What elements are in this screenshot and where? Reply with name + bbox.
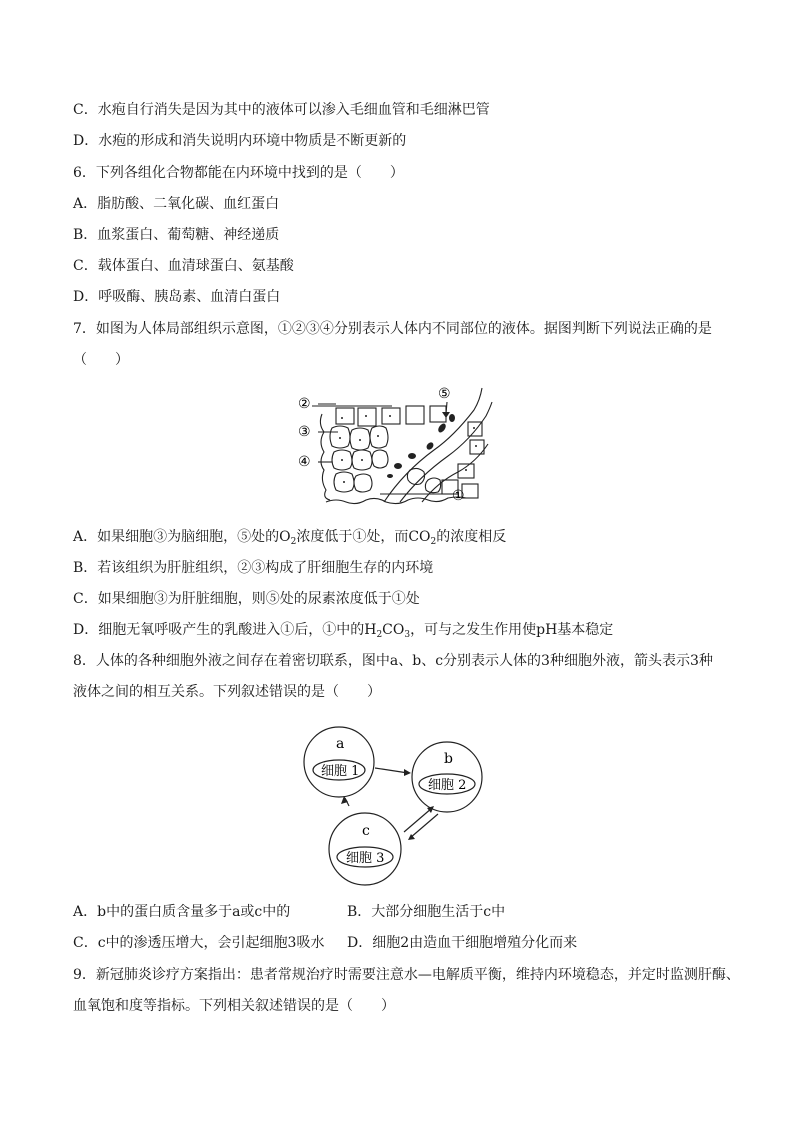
label-b: b [444,751,453,767]
q7-option-d: D．细胞无氧呼吸产生的乳酸进入①后，①中的$H_2CO_3$，可与之发生作用使pH基本稳定 [73,622,614,640]
q7-option-c: C．如果细胞③为肝脏细胞，则⑤处的尿素浓度低于①处 [73,591,420,607]
q6-stem: 6．下列各组化合物都能在内环境中找到的是（ ） [73,165,404,181]
fluid-relation-svg [300,718,492,888]
q8-stem-line2: 液体之间的相互关系。下列叙述错误的是（ ） [73,684,381,700]
q8-option-d: D．细胞2由造血干细胞增殖分化而来 [347,935,578,951]
q9-stem-line1: 9．新冠肺炎诊疗方案指出：患者常规治疗时需要注意水—电解质平衡，维持内环境稳态，并定时监测肝酶、 [73,967,740,983]
label-cell3: 细胞 3 [346,851,385,866]
q8-option-b: B．大部分细胞生活于c中 [347,904,506,920]
label-cell2: 细胞 2 [428,778,467,793]
q6-option-c: C．载体蛋白、血清球蛋白、氨基酸 [73,258,294,274]
label-a: a [336,736,345,752]
fluid-relation-diagram [300,718,492,888]
tissue-diagram [292,384,496,512]
label-cell1: 细胞 1 [321,764,360,779]
q7-option-a: A．如果细胞③为脑细胞，⑤处的$O_2$浓度低于①处，而$CO_2$的浓度相反 [73,529,507,547]
label-3: ③ [298,424,311,440]
label-5: ⑤ [438,386,451,402]
q5-option-d: D．水疱的形成和消失说明内环境中物质是不断更新的 [73,133,407,149]
q8-stem-line1: 8．人体的各种细胞外液之间存在着密切联系，图中a、b、c分别表示人体的3种细胞外液，箭头表示3种 [73,653,713,669]
arrow-a-to-b [375,768,408,773]
label-4: ④ [298,454,311,470]
label-c: c [362,823,370,839]
label-2: ② [298,396,311,412]
tissue-diagram-svg [292,384,496,512]
arrow-c-to-b [404,808,432,832]
q7-stem-line2: （ ） [73,352,129,368]
q6-option-d: D．呼吸酶、胰岛素、血清白蛋白 [73,289,281,305]
q7-stem-line1: 7．如图为人体局部组织示意图，①②③④分别表示人体内不同部位的液体。据图判断下列说法正确的是 [73,321,712,337]
q9-stem-line2: 血氧饱和度等指标。下列相关叙述错误的是（ ） [73,998,395,1014]
q7-option-b: B．若该组织为肝脏组织，②③构成了肝细胞生存的内环境 [73,560,434,576]
arrow-b-to-c [410,814,438,838]
q5-option-c: C．水疱自行消失是因为其中的液体可以渗入毛细血管和毛细淋巴管 [73,102,490,118]
q8-option-c: C．c中的渗透压增大，会引起细胞3吸水 [73,935,325,951]
label-1: ① [452,488,465,504]
q8-option-a: A．b中的蛋白质含量多于a或c中的 [73,904,291,920]
q6-option-b: B．血浆蛋白、葡萄糖、神经递质 [73,227,280,243]
q6-option-a: A．脂肪酸、二氧化碳、血红蛋白 [73,196,280,212]
